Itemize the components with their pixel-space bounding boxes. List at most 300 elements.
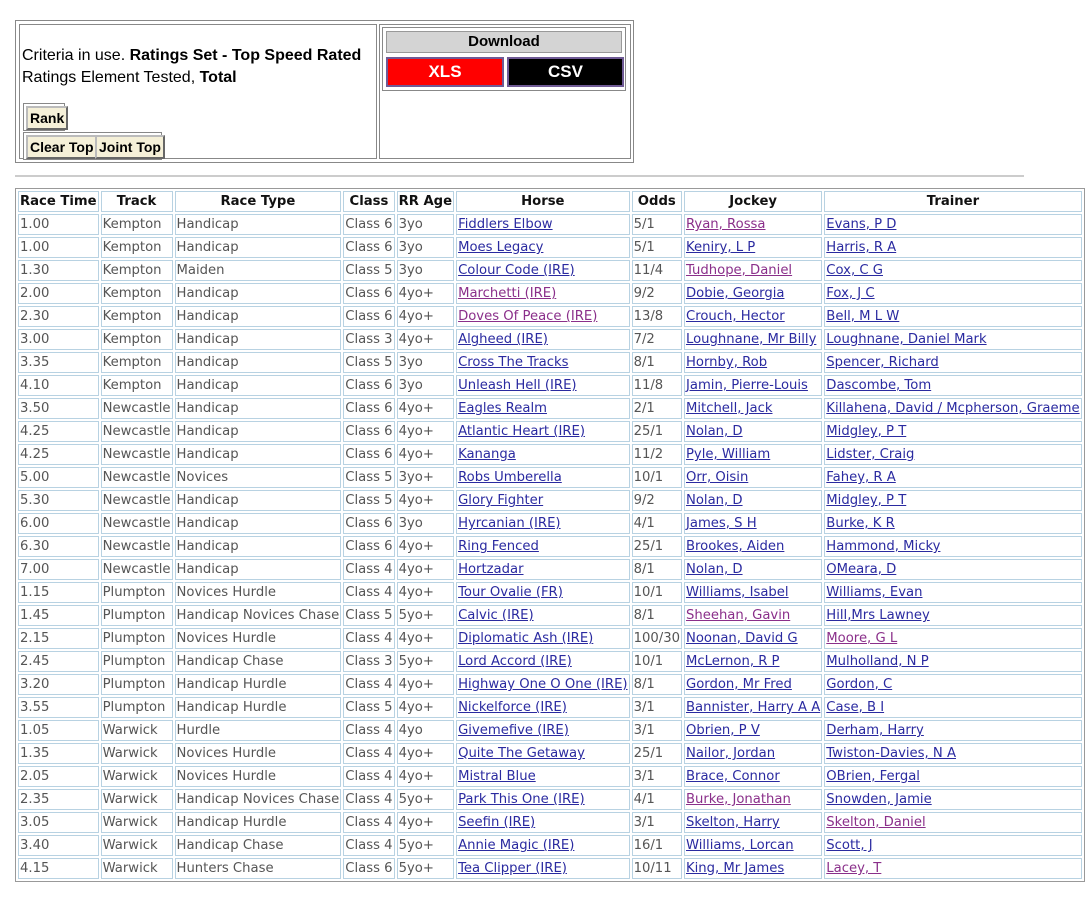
- track-cell: Newcastle: [101, 467, 173, 488]
- trainer-cell: [824, 720, 1081, 741]
- horse-cell: [456, 605, 630, 626]
- race-type-cell: Maiden: [175, 260, 342, 281]
- horse-link[interactable]: Givemefive (IRE): [458, 723, 569, 738]
- jockey-link[interactable]: Nolan, D: [685, 493, 743, 508]
- race-type-cell: Handicap: [175, 214, 342, 235]
- track-cell: Newcastle: [101, 536, 173, 557]
- race-time-cell: 4.10: [18, 375, 99, 396]
- clear-top-button[interactable]: Clear Top: [26, 135, 98, 159]
- race-time-cell: 4.15: [18, 858, 99, 879]
- race-type-cell: Handicap: [175, 559, 342, 580]
- results-table: [15, 188, 1085, 882]
- jockey-link[interactable]: Loughnane, Mr Billy: [685, 332, 817, 347]
- jockey-link[interactable]: King, Mr James: [685, 861, 785, 876]
- race-type-cell: Novices: [175, 467, 342, 488]
- trainer-link[interactable]: OBrien, Fergal: [826, 769, 920, 784]
- trainer-link[interactable]: Derham, Harry: [826, 723, 924, 738]
- jockey-cell: [684, 237, 822, 258]
- odds-cell: 7/2: [632, 329, 682, 350]
- trainer-cell: [824, 674, 1081, 695]
- odds-cell: 5/1: [632, 237, 682, 258]
- trainer-cell: [824, 835, 1081, 856]
- rr-age-cell: 4yo+: [397, 283, 455, 304]
- horse-cell: [456, 467, 630, 488]
- header-trainer[interactable]: Trainer: [824, 191, 1081, 212]
- track-cell: Newcastle: [101, 513, 173, 534]
- trainer-link[interactable]: Snowden, Jamie: [826, 792, 932, 807]
- horse-cell: [456, 697, 630, 718]
- rr-age-cell: 4yo+: [397, 306, 455, 327]
- horse-link[interactable]: Lord Accord (IRE): [458, 654, 572, 669]
- trainer-link[interactable]: Lacey, T: [826, 861, 882, 876]
- jockey-cell: [684, 720, 822, 741]
- horse-cell: [456, 444, 630, 465]
- trainer-cell: [824, 582, 1081, 603]
- trainer-cell: [824, 398, 1081, 419]
- odds-cell: 8/1: [632, 559, 682, 580]
- element-value: Total: [199, 69, 237, 86]
- jockey-link[interactable]: Sheehan, Gavin: [685, 608, 791, 623]
- horse-link[interactable]: Fiddlers Elbow: [458, 217, 553, 232]
- horse-cell: [456, 329, 630, 350]
- header-jockey[interactable]: Jockey: [684, 191, 822, 212]
- header-race-time[interactable]: Race Time: [18, 191, 99, 212]
- race-time-cell: 1.00: [18, 214, 99, 235]
- jockey-cell: [684, 260, 822, 281]
- track-cell: Warwick: [101, 812, 173, 833]
- rr-age-cell: 3yo: [397, 214, 455, 235]
- race-type-cell: Handicap: [175, 306, 342, 327]
- race-type-cell: Novices Hurdle: [175, 743, 342, 764]
- track-cell: Kempton: [101, 214, 173, 235]
- horse-link[interactable]: Tea Clipper (IRE): [458, 861, 567, 876]
- horse-cell: [456, 812, 630, 833]
- jockey-link[interactable]: Gordon, Mr Fred: [685, 677, 792, 692]
- race-time-cell: 1.00: [18, 237, 99, 258]
- track-cell: Newcastle: [101, 444, 173, 465]
- horse-link[interactable]: Quite The Getaway: [458, 746, 585, 761]
- top-buttons-frame: [23, 132, 162, 160]
- jockey-link[interactable]: Williams, Lorcan: [685, 838, 794, 853]
- jockey-link[interactable]: Williams, Isabel: [685, 585, 789, 600]
- table-row: [18, 375, 1082, 396]
- track-cell: Newcastle: [101, 398, 173, 419]
- joint-top-button[interactable]: Joint Top: [95, 135, 165, 159]
- trainer-cell: [824, 444, 1081, 465]
- rr-age-cell: 4yo+: [397, 582, 455, 603]
- header-odds[interactable]: Odds: [632, 191, 682, 212]
- track-cell: Kempton: [101, 375, 173, 396]
- header-horse[interactable]: Horse: [456, 191, 630, 212]
- jockey-cell: [684, 421, 822, 442]
- horse-link[interactable]: Highway One O One (IRE): [458, 677, 628, 692]
- trainer-link[interactable]: Gordon, C: [826, 677, 893, 692]
- race-time-cell: 3.40: [18, 835, 99, 856]
- jockey-cell: [684, 674, 822, 695]
- horse-cell: [456, 260, 630, 281]
- jockey-cell: [684, 444, 822, 465]
- odds-cell: 9/2: [632, 283, 682, 304]
- trainer-link[interactable]: OMeara, D: [826, 562, 897, 577]
- horse-link[interactable]: Mistral Blue: [458, 769, 536, 784]
- trainer-link[interactable]: Bell, M L W: [826, 309, 900, 324]
- track-cell: Newcastle: [101, 490, 173, 511]
- xls-download-button[interactable]: XLS: [386, 57, 504, 87]
- jockey-link[interactable]: Nolan, D: [685, 424, 743, 439]
- horse-cell: [456, 674, 630, 695]
- class-cell: Class 5: [343, 467, 394, 488]
- jockey-link[interactable]: Bannister, Harry A A: [685, 700, 821, 715]
- horse-link[interactable]: Park This One (IRE): [458, 792, 585, 807]
- race-type-cell: Handicap: [175, 421, 342, 442]
- odds-cell: 8/1: [632, 605, 682, 626]
- rr-age-cell: 4yo+: [397, 536, 455, 557]
- race-type-cell: Handicap Hurdle: [175, 812, 342, 833]
- class-cell: Class 4: [343, 766, 394, 787]
- race-time-cell: 4.25: [18, 421, 99, 442]
- jockey-cell: [684, 789, 822, 810]
- trainer-link[interactable]: Twiston-Davies, N A: [826, 746, 956, 761]
- jockey-link[interactable]: Jamin, Pierre-Louis: [685, 378, 808, 393]
- horse-link[interactable]: Robs Umberella: [458, 470, 562, 485]
- horse-cell: [456, 421, 630, 442]
- trainer-link[interactable]: Hill,Mrs Lawney: [826, 608, 930, 623]
- trainer-cell: [824, 306, 1081, 327]
- horse-link[interactable]: Doves Of Peace (IRE): [458, 309, 598, 324]
- jockey-cell: [684, 743, 822, 764]
- table-row: [18, 329, 1082, 350]
- jockey-cell: [684, 306, 822, 327]
- jockey-link[interactable]: Noonan, David G: [685, 631, 798, 646]
- rr-age-cell: 4yo+: [397, 743, 455, 764]
- jockey-link[interactable]: Pyle, William: [685, 447, 771, 462]
- class-cell: Class 4: [343, 628, 394, 649]
- race-time-cell: 4.25: [18, 444, 99, 465]
- odds-cell: 13/8: [632, 306, 682, 327]
- race-type-cell: Novices Hurdle: [175, 582, 342, 603]
- horse-cell: [456, 536, 630, 557]
- track-cell: Kempton: [101, 237, 173, 258]
- race-type-cell: Handicap: [175, 513, 342, 534]
- track-cell: Kempton: [101, 283, 173, 304]
- trainer-cell: [824, 283, 1081, 304]
- track-cell: Plumpton: [101, 582, 173, 603]
- track-cell: Kempton: [101, 352, 173, 373]
- horse-cell: [456, 352, 630, 373]
- horse-cell: [456, 398, 630, 419]
- rr-age-cell: 4yo+: [397, 329, 455, 350]
- horse-link[interactable]: Calvic (IRE): [458, 608, 534, 623]
- jockey-cell: [684, 835, 822, 856]
- horse-cell: [456, 582, 630, 603]
- table-row: [18, 766, 1082, 787]
- race-type-cell: Handicap Chase: [175, 651, 342, 672]
- jockey-link[interactable]: Hornby, Rob: [685, 355, 768, 370]
- header-race-type[interactable]: Race Type: [175, 191, 342, 212]
- trainer-link[interactable]: Moore, G L: [826, 631, 898, 646]
- section-divider: [15, 175, 1024, 177]
- trainer-cell: [824, 858, 1081, 879]
- odds-cell: 10/1: [632, 651, 682, 672]
- track-cell: Warwick: [101, 766, 173, 787]
- jockey-link[interactable]: Dobie, Georgia: [685, 286, 785, 301]
- rank-button-frame: [23, 103, 65, 131]
- horse-link[interactable]: Eagles Realm: [458, 401, 547, 416]
- jockey-cell: [684, 398, 822, 419]
- jockey-cell: [684, 766, 822, 787]
- race-time-cell: 3.00: [18, 329, 99, 350]
- horse-link[interactable]: Seefin (IRE): [458, 815, 536, 830]
- jockey-link[interactable]: Brookes, Aiden: [685, 539, 785, 554]
- race-type-cell: Handicap Chase: [175, 835, 342, 856]
- header-class[interactable]: Class: [343, 191, 394, 212]
- rr-age-cell: 3yo: [397, 260, 455, 281]
- track-cell: Kempton: [101, 260, 173, 281]
- trainer-link[interactable]: Midgley, P T: [826, 424, 907, 439]
- rr-age-cell: 3yo: [397, 513, 455, 534]
- jockey-cell: [684, 559, 822, 580]
- table-row: [18, 306, 1082, 327]
- horse-link[interactable]: Ring Fenced: [458, 539, 539, 554]
- horse-link[interactable]: Tour Ovalie (FR): [458, 585, 563, 600]
- horse-link[interactable]: Nickelforce (IRE): [458, 700, 567, 715]
- rr-age-cell: 4yo+: [397, 628, 455, 649]
- rr-age-cell: 4yo+: [397, 812, 455, 833]
- class-cell: Class 6: [343, 444, 394, 465]
- trainer-link[interactable]: Fahey, R A: [826, 470, 896, 485]
- track-cell: Newcastle: [101, 421, 173, 442]
- trainer-link[interactable]: Fox, J C: [826, 286, 875, 301]
- horse-link[interactable]: Hortzadar: [458, 562, 524, 577]
- race-time-cell: 2.30: [18, 306, 99, 327]
- trainer-link[interactable]: Williams, Evan: [826, 585, 923, 600]
- track-cell: Plumpton: [101, 697, 173, 718]
- horse-link[interactable]: Kananga: [458, 447, 516, 462]
- horse-link[interactable]: Cross The Tracks: [458, 355, 569, 370]
- race-type-cell: Handicap: [175, 283, 342, 304]
- race-time-cell: 6.00: [18, 513, 99, 534]
- jockey-link[interactable]: Nailor, Jordan: [685, 746, 776, 761]
- trainer-link[interactable]: Case, B I: [826, 700, 885, 715]
- class-cell: Class 3: [343, 651, 394, 672]
- race-time-cell: 3.35: [18, 352, 99, 373]
- race-time-cell: 1.30: [18, 260, 99, 281]
- table-row: [18, 651, 1082, 672]
- trainer-link[interactable]: Mulholland, N P: [826, 654, 929, 669]
- table-row: [18, 582, 1082, 603]
- jockey-link[interactable]: Keniry, L P: [685, 240, 756, 255]
- jockey-link[interactable]: Orr, Oisin: [685, 470, 749, 485]
- trainer-cell: [824, 329, 1081, 350]
- rr-age-cell: 4yo+: [397, 697, 455, 718]
- track-cell: Plumpton: [101, 628, 173, 649]
- download-title: Download: [386, 31, 622, 53]
- trainer-cell: [824, 260, 1081, 281]
- race-type-cell: Handicap: [175, 490, 342, 511]
- horse-link[interactable]: Annie Magic (IRE): [458, 838, 575, 853]
- jockey-cell: [684, 605, 822, 626]
- trainer-link[interactable]: Hammond, Micky: [826, 539, 941, 554]
- horse-link[interactable]: Diplomatic Ash (IRE): [458, 631, 594, 646]
- trainer-link[interactable]: Harris, R A: [826, 240, 897, 255]
- jockey-link[interactable]: Nolan, D: [685, 562, 743, 577]
- rr-age-cell: 4yo+: [397, 444, 455, 465]
- race-time-cell: 3.55: [18, 697, 99, 718]
- criteria-box: [19, 24, 377, 159]
- race-time-cell: 2.05: [18, 766, 99, 787]
- trainer-link[interactable]: Loughnane, Daniel Mark: [826, 332, 987, 347]
- horse-cell: [456, 858, 630, 879]
- race-time-cell: 3.50: [18, 398, 99, 419]
- trainer-link[interactable]: Spencer, Richard: [826, 355, 939, 370]
- horse-cell: [456, 720, 630, 741]
- race-type-cell: Handicap Novices Chase: [175, 789, 342, 810]
- class-cell: Class 6: [343, 398, 394, 419]
- race-time-cell: 7.00: [18, 559, 99, 580]
- jockey-link[interactable]: Burke, Jonathan: [685, 792, 791, 807]
- class-cell: Class 6: [343, 375, 394, 396]
- rr-age-cell: 4yo+: [397, 421, 455, 442]
- table-row: [18, 398, 1082, 419]
- trainer-link[interactable]: Evans, P D: [826, 217, 897, 232]
- trainer-link[interactable]: Burke, K R: [826, 516, 895, 531]
- rr-age-cell: 3yo: [397, 375, 455, 396]
- odds-cell: 10/1: [632, 467, 682, 488]
- race-type-cell: Handicap: [175, 536, 342, 557]
- class-cell: Class 4: [343, 789, 394, 810]
- table-row: [18, 674, 1082, 695]
- trainer-cell: [824, 628, 1081, 649]
- rank-button[interactable]: Rank: [26, 106, 68, 130]
- download-box: [379, 24, 631, 159]
- jockey-link[interactable]: Brace, Connor: [685, 769, 780, 784]
- odds-cell: 16/1: [632, 835, 682, 856]
- table-row: [18, 605, 1082, 626]
- class-cell: Class 4: [343, 720, 394, 741]
- table-row: [18, 628, 1082, 649]
- race-time-cell: 5.00: [18, 467, 99, 488]
- rr-age-cell: 5yo+: [397, 858, 455, 879]
- table-row: [18, 513, 1082, 534]
- jockey-link[interactable]: Crouch, Hector: [685, 309, 785, 324]
- horse-link[interactable]: Glory Fighter: [458, 493, 544, 508]
- jockey-cell: [684, 329, 822, 350]
- race-type-cell: Hurdle: [175, 720, 342, 741]
- horse-cell: [456, 513, 630, 534]
- jockey-cell: [684, 467, 822, 488]
- track-cell: Kempton: [101, 306, 173, 327]
- horse-cell: [456, 375, 630, 396]
- horse-link[interactable]: Colour Code (IRE): [458, 263, 575, 278]
- jockey-cell: [684, 375, 822, 396]
- jockey-link[interactable]: James, S H: [685, 516, 757, 531]
- trainer-link[interactable]: Lidster, Craig: [826, 447, 915, 462]
- rr-age-cell: 4yo+: [397, 766, 455, 787]
- table-row: [18, 444, 1082, 465]
- odds-cell: 3/1: [632, 697, 682, 718]
- table-row: [18, 536, 1082, 557]
- table-row: [18, 858, 1082, 879]
- horse-link[interactable]: Algheed (IRE): [458, 332, 548, 347]
- rr-age-cell: 4yo+: [397, 490, 455, 511]
- race-time-cell: 1.15: [18, 582, 99, 603]
- jockey-link[interactable]: Mitchell, Jack: [685, 401, 773, 416]
- table-row: [18, 720, 1082, 741]
- horse-link[interactable]: Atlantic Heart (IRE): [458, 424, 585, 439]
- odds-cell: 11/2: [632, 444, 682, 465]
- class-cell: Class 3: [343, 329, 394, 350]
- horse-link[interactable]: Unleash Hell (IRE): [458, 378, 577, 393]
- odds-cell: 5/1: [632, 214, 682, 235]
- table-row: [18, 237, 1082, 258]
- jockey-link[interactable]: Ryan, Rossa: [685, 217, 766, 232]
- table-row: [18, 260, 1082, 281]
- trainer-link[interactable]: Skelton, Daniel: [826, 815, 926, 830]
- trainer-link[interactable]: Dascombe, Tom: [826, 378, 932, 393]
- class-cell: Class 6: [343, 513, 394, 534]
- rr-age-cell: 4yo+: [397, 559, 455, 580]
- jockey-cell: [684, 858, 822, 879]
- track-cell: Plumpton: [101, 605, 173, 626]
- rr-age-cell: 5yo+: [397, 651, 455, 672]
- class-cell: Class 5: [343, 605, 394, 626]
- table-row: [18, 467, 1082, 488]
- trainer-cell: [824, 743, 1081, 764]
- jockey-link[interactable]: Skelton, Harry: [685, 815, 780, 830]
- track-cell: Warwick: [101, 720, 173, 741]
- trainer-link[interactable]: Midgley, P T: [826, 493, 907, 508]
- trainer-cell: [824, 766, 1081, 787]
- class-cell: Class 6: [343, 421, 394, 442]
- odds-cell: 10/11: [632, 858, 682, 879]
- header-rr-age[interactable]: RR Age: [397, 191, 455, 212]
- race-type-cell: Handicap: [175, 444, 342, 465]
- jockey-link[interactable]: Tudhope, Daniel: [685, 263, 793, 278]
- horse-cell: [456, 789, 630, 810]
- download-panel: [382, 27, 626, 91]
- horse-cell: [456, 306, 630, 327]
- horse-cell: [456, 559, 630, 580]
- header-track[interactable]: Track: [101, 191, 173, 212]
- jockey-link[interactable]: Obrien, P V: [685, 723, 760, 738]
- results-body: [18, 214, 1082, 879]
- horse-link[interactable]: Moes Legacy: [458, 240, 544, 255]
- jockey-cell: [684, 283, 822, 304]
- horse-cell: [456, 835, 630, 856]
- horse-link[interactable]: Hyrcanian (IRE): [458, 516, 561, 531]
- odds-cell: 2/1: [632, 398, 682, 419]
- horse-link[interactable]: Marchetti (IRE): [458, 286, 557, 301]
- class-cell: Class 4: [343, 582, 394, 603]
- trainer-link[interactable]: Killahena, David / Mcpherson, Graeme: [826, 401, 1080, 416]
- race-type-cell: Handicap Novices Chase: [175, 605, 342, 626]
- csv-download-button[interactable]: CSV: [507, 57, 624, 87]
- horse-cell: [456, 214, 630, 235]
- race-time-cell: 1.05: [18, 720, 99, 741]
- class-cell: Class 6: [343, 306, 394, 327]
- trainer-link[interactable]: Cox, C G: [826, 263, 883, 278]
- table-row: [18, 421, 1082, 442]
- trainer-link[interactable]: Scott, J: [826, 838, 873, 853]
- jockey-link[interactable]: McLernon, R P: [685, 654, 780, 669]
- race-time-cell: 1.45: [18, 605, 99, 626]
- race-type-cell: Handicap: [175, 237, 342, 258]
- table-row: [18, 352, 1082, 373]
- race-time-cell: 3.20: [18, 674, 99, 695]
- class-cell: Class 5: [343, 260, 394, 281]
- race-type-cell: Handicap: [175, 352, 342, 373]
- track-cell: Kempton: [101, 329, 173, 350]
